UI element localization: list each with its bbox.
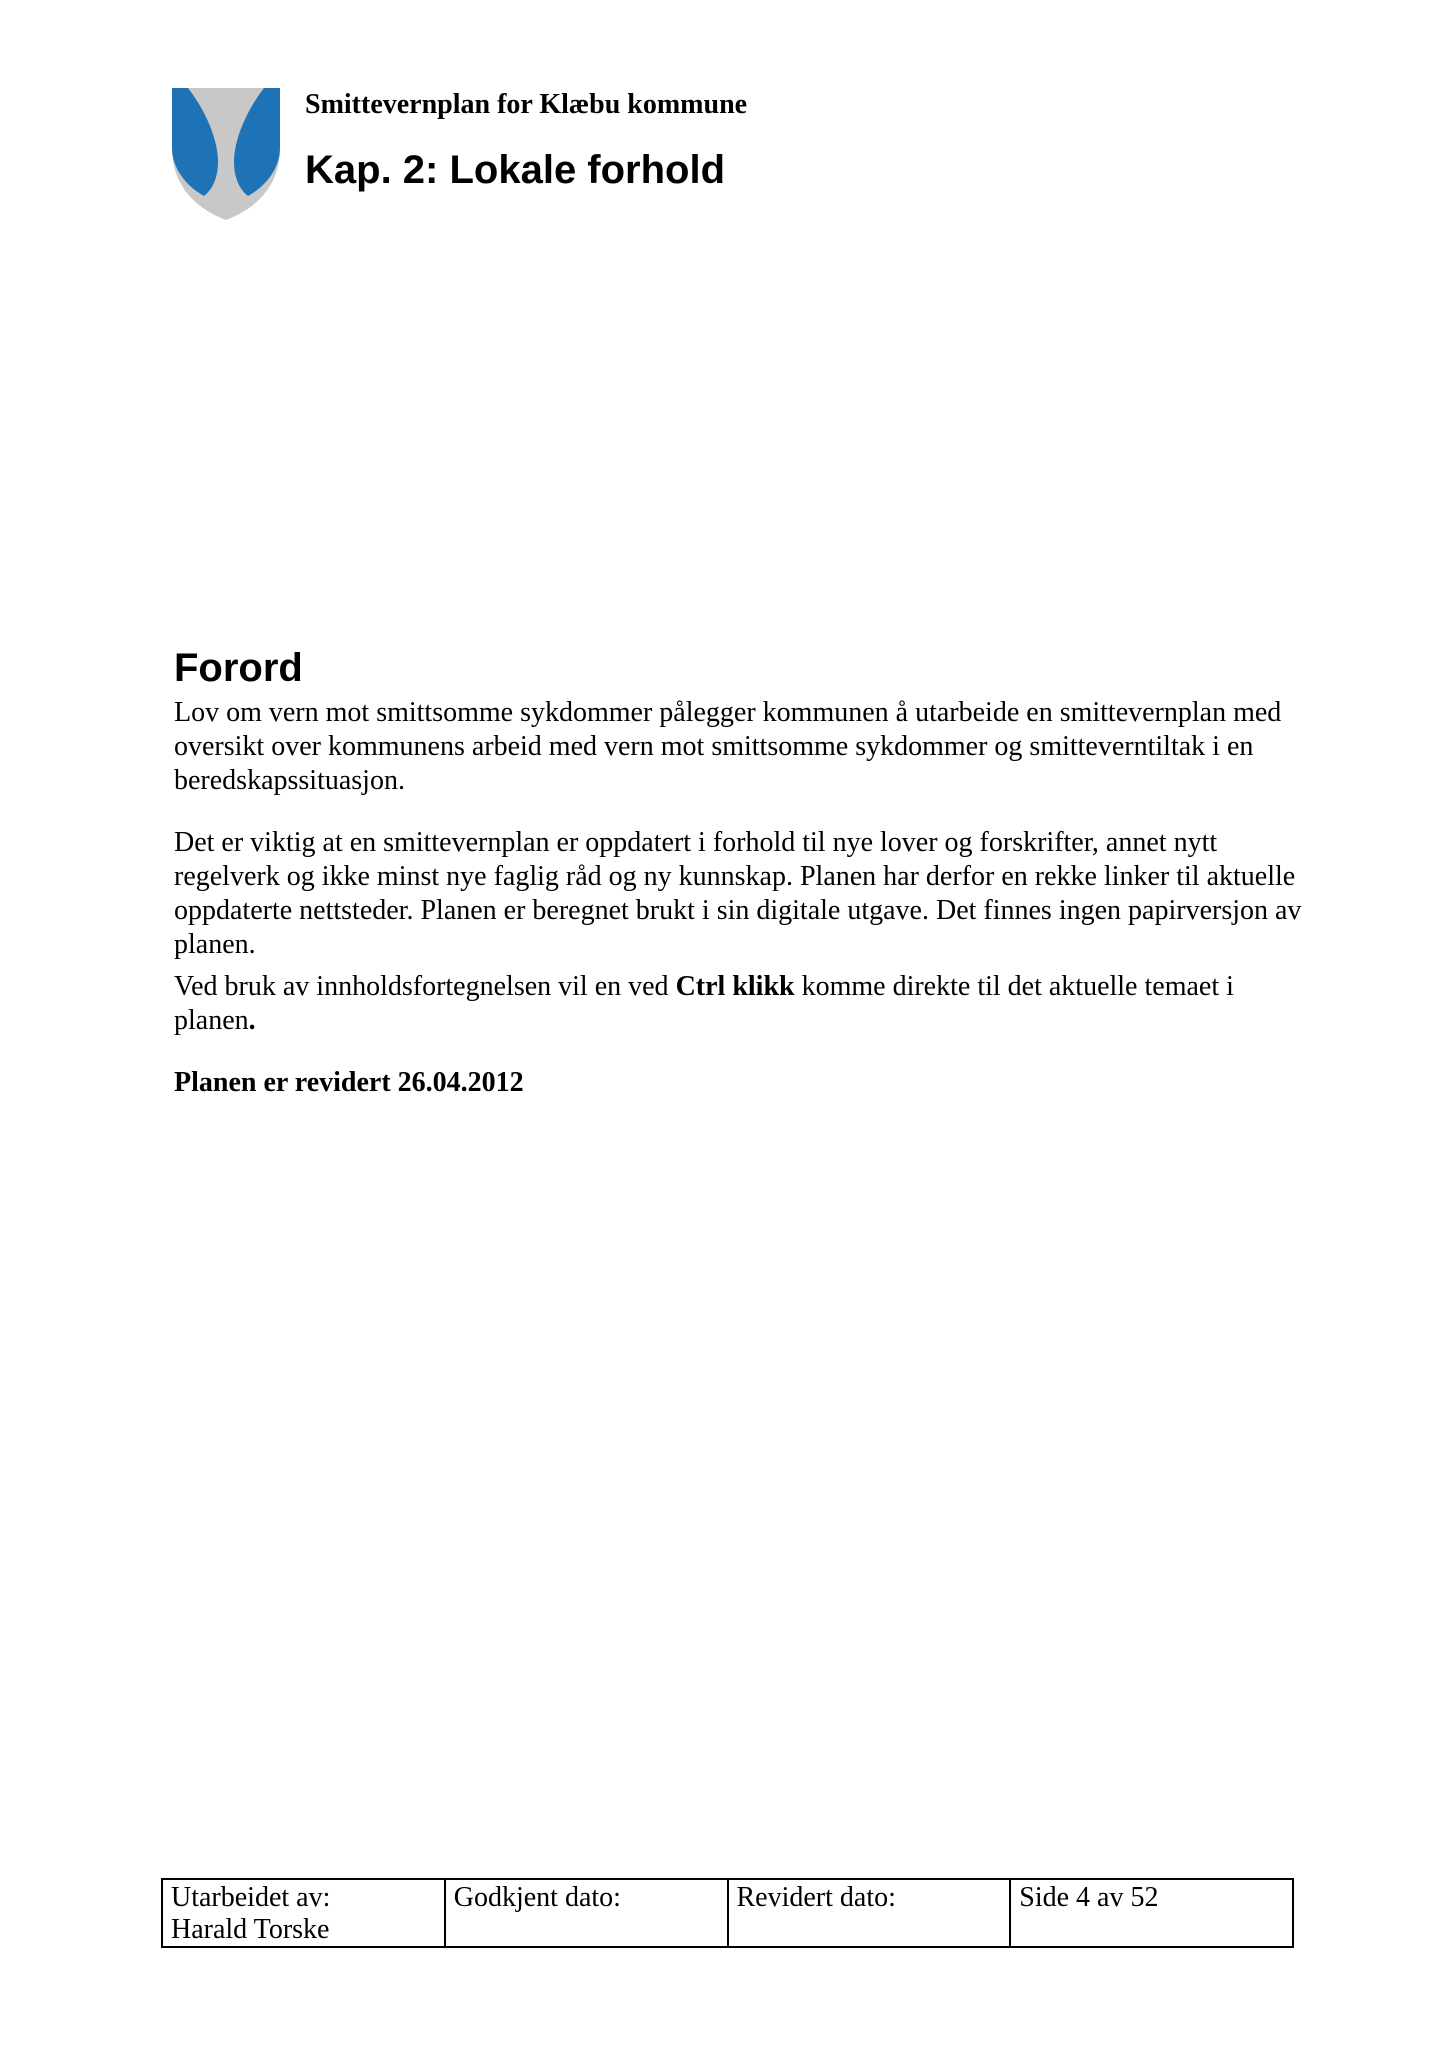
footer-revised-date-label: Revidert dato: [736, 1882, 896, 1913]
footer-approved-date-label: Godkjent dato: [453, 1882, 621, 1913]
document-title: Smittevernplan for Klæbu kommune [305, 89, 748, 120]
revision-note: Planen er revidert 26.04.2012 [174, 1067, 524, 1098]
chapter-title: Kap. 2: Lokale forhold [305, 148, 726, 192]
footer-prepared-by-label: Utarbeidet av: [171, 1882, 331, 1913]
paragraph-3-period: . [248, 1005, 256, 1036]
footer-table [161, 1878, 1294, 1948]
main-content [174, 644, 1314, 1100]
paragraph-2: Det er viktig at en smittevernplan er oppdatert i forhold til nye lover og forskrifter, annet nytt regelverk og ikke minst nye faglig råd og ny kunnskap. Planen har derfor en rekke linker til aktuelle oppdaterte nettsteder. Planen er beregnet brukt i sin digitale utgave. Det finnes ingen papirversjon av planen. [174, 827, 1302, 960]
footer-page-number-cell [1010, 1879, 1293, 1947]
paragraph-3-text-end: komme direkte til det aktuelle temaet i planen [174, 971, 1234, 1036]
footer-page-number: Side 4 av 52 [1019, 1882, 1159, 1913]
klaebu-coat-of-arms-icon [168, 86, 284, 222]
footer-revised-date-cell [728, 1879, 1011, 1947]
footer-prepared-by-name: Harald Torske [171, 1914, 330, 1945]
footer-prepared-by-cell [162, 1879, 445, 1947]
paragraph-3 [174, 970, 1314, 1038]
ctrl-click-emphasis: Ctrl klikk [675, 971, 795, 1002]
paragraph-1: Lov om vern mot smittsomme sykdommer pålegger kommunen å utarbeide en smittevernplan med oversikt over kommunens arbeid med vern mot smittsomme sykdommer og smitteverntiltak i en beredskapssituasjon. [174, 697, 1282, 796]
paragraph-3-text-start: Ved bruk av innholdsfortegnelsen vil en ved [174, 971, 676, 1002]
footer-approved-date-cell [445, 1879, 728, 1947]
section-heading: Forord [174, 646, 303, 690]
